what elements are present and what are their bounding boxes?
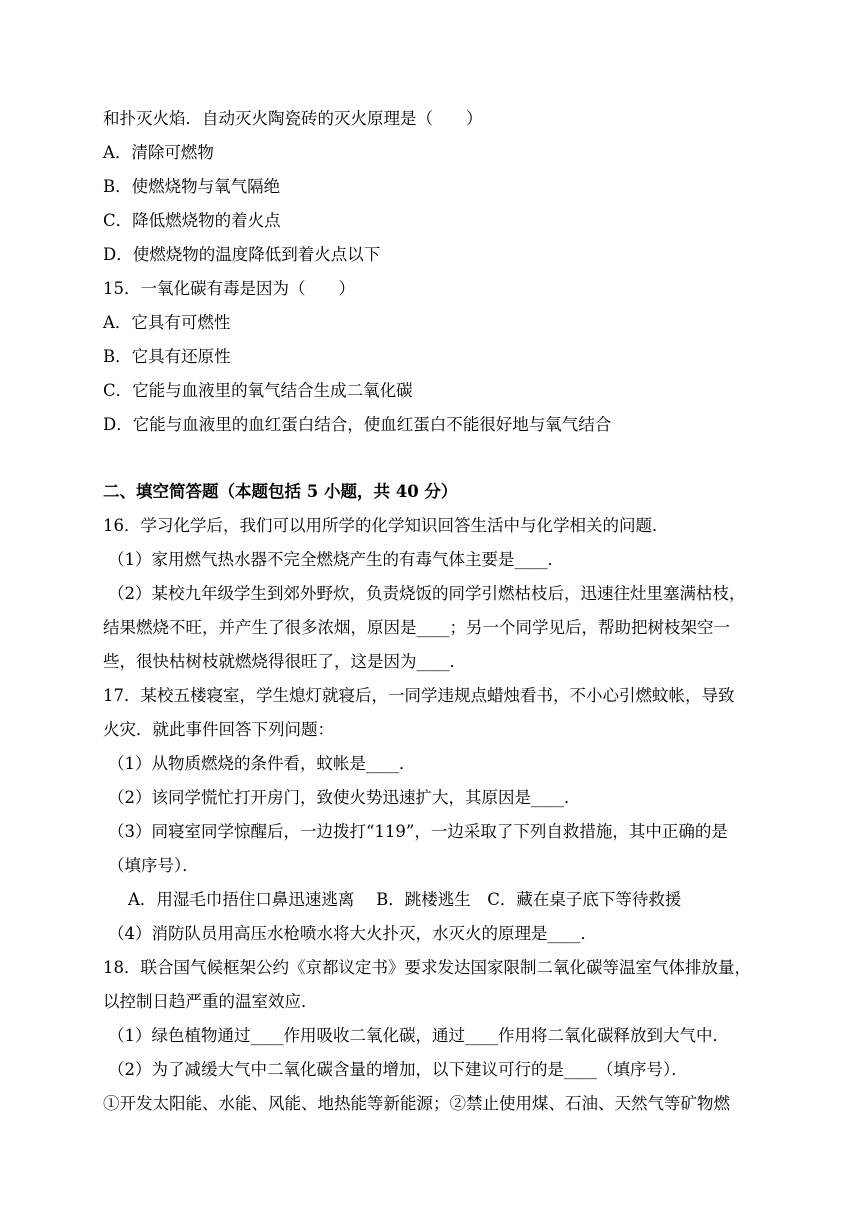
q16-stem: 16．学习化学后，我们可以用所学的化学知识回答生活中与化学相关的问题． bbox=[103, 516, 669, 535]
q15-stem: 15．一氧化碳有毒是因为（ ） bbox=[103, 279, 355, 298]
q15-option-c: C．它能与血液里的氧气结合生成二氧化碳 bbox=[103, 381, 413, 400]
q16-part-2-line-3: 些，很快枯树枝就燃烧得很旺了，这是因为____． bbox=[103, 652, 466, 671]
q17-part-3-line-1: （3）同寝室同学惊醒后，一边拨打“119”，一边采取了下列自救措施，其中正确的是 bbox=[108, 822, 728, 841]
q18-options-line-1: ①开发太阳能、水能、风能、地热能等新能源；②禁止使用煤、石油、天然气等矿物燃 bbox=[103, 1094, 730, 1113]
q14-option-d: D．使燃烧物的温度降低到着火点以下 bbox=[103, 245, 381, 264]
q16-part-2-line-2: 结果燃烧不旺，并产生了很多浓烟，原因是____；另一个同学见后，帮助把树枝架空一 bbox=[103, 618, 730, 637]
q18-stem-line-1: 18．联合国气候框架公约《京都议定书》要求发达国家限制二氧化碳等温室气体排放量， bbox=[103, 958, 751, 977]
q14-stem: 和扑灭火焰．自动灭火陶瓷砖的灭火原理是（ ） bbox=[103, 109, 483, 128]
q14-option-b: B．使燃烧物与氧气隔绝 bbox=[103, 177, 281, 196]
q17-stem-line-1: 17．某校五楼寝室，学生熄灯就寝后，一同学违规点蜡烛看书，不小心引燃蚊帐，导致 bbox=[103, 686, 735, 705]
q17-part-3-line-2: （填序号）． bbox=[108, 856, 199, 875]
q15-option-b: B．它具有还原性 bbox=[103, 347, 231, 366]
q17-part-2: （2）该同学慌忙打开房门，致使火势迅速扩大，其原因是____． bbox=[108, 788, 581, 807]
q15-option-d: D．它能与血液里的血红蛋白结合，使血红蛋白不能很好地与氧气结合 bbox=[103, 415, 612, 434]
q16-part-1: （1）家用燃气热水器不完全燃烧产生的有毒气体主要是____． bbox=[108, 550, 564, 569]
q18-part-2: （2）为了减缓大气中二氧化碳含量的增加，以下建议可行的是____（填序号）． bbox=[108, 1060, 688, 1079]
q14-option-c: C．降低燃烧物的着火点 bbox=[103, 211, 281, 230]
q17-part-4: （4）消防队员用高压水枪喷水将大火扑灭，水灭火的原理是____． bbox=[108, 924, 597, 943]
q16-part-2-line-1: （2）某校九年级学生到郊外野炊，负责烧饭的同学引燃枯枝后，迅速往灶里塞满枯枝， bbox=[108, 584, 746, 603]
q17-stem-line-2: 火灾．就此事件回答下列问题： bbox=[103, 720, 334, 739]
q18-stem-line-2: 以控制日趋严重的温室效应． bbox=[103, 992, 318, 1011]
q14-option-a: A．清除可燃物 bbox=[103, 143, 214, 162]
section-heading: 二、填空简答题（本题包括 5 小题，共 40 分） bbox=[103, 482, 458, 501]
q17-part-1: （1）从物质燃烧的条件看，蚊帐是____． bbox=[108, 754, 416, 773]
q18-part-1: （1）绿色植物通过____作用吸收二氧化碳，通过____作用将二氧化碳释放到大气中． bbox=[108, 1026, 729, 1045]
q17-part-3-choices: A．用湿毛巾捂住口鼻迅速逃离 B．跳楼逃生 C．藏在桌子底下等待救援 bbox=[128, 890, 682, 909]
q15-option-a: A．它具有可燃性 bbox=[103, 313, 231, 332]
